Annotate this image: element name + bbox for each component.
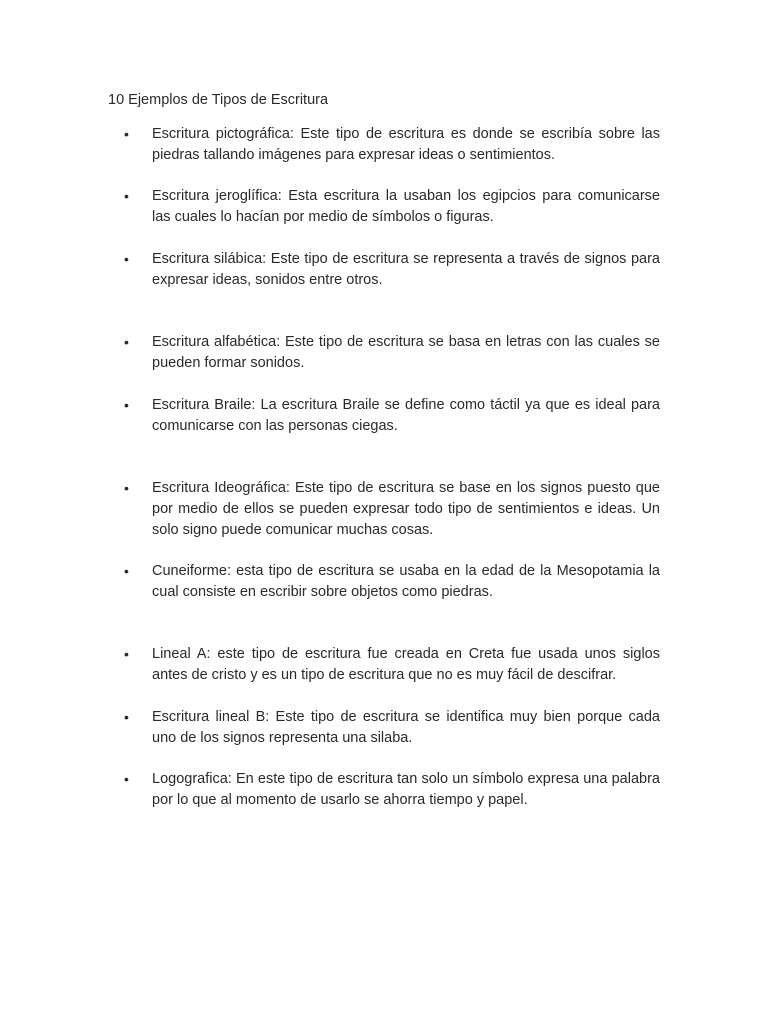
bullet-icon: •	[124, 397, 129, 413]
bullet-icon: •	[124, 126, 129, 142]
bullet-icon: •	[124, 646, 129, 662]
list-item-text: Escritura jeroglífica: Esta escritura la usaban los egipcios para comunicarse las cuales lo hacían por medio de símbolos o figuras.	[152, 188, 660, 225]
list-item-text: Logografica: En este tipo de escritura tan solo un símbolo expresa una palabra por lo que al momento de usarlo se ahorra tiempo y papel.	[152, 771, 660, 808]
list-item-text: Escritura Braile: La escritura Braile se define como táctil ya que es ideal para comunicarse con las personas ciegas.	[152, 397, 660, 434]
bullet-icon: •	[124, 563, 129, 579]
bullet-icon: •	[124, 709, 129, 725]
list-item-text: Escritura alfabética: Este tipo de escritura se basa en letras con las cuales se pueden formar sonidos.	[152, 334, 660, 371]
page-title: 10 Ejemplos de Tipos de Escritura	[108, 92, 329, 108]
bullet-icon: •	[124, 334, 129, 350]
list-item-text: Escritura Ideográfica: Este tipo de escritura se base en los signos puesto que por medio de ellos se pueden expresar todo tipo de sentimientos e ideas. Un solo signo puede comunicar muchas cosas.	[152, 480, 660, 538]
bullet-icon: •	[124, 251, 129, 267]
list-item-text: Escritura silábica: Este tipo de escritura se representa a través de signos para expresar ideas, sonidos entre otros.	[152, 251, 660, 288]
bullet-icon: •	[124, 188, 129, 204]
bullet-icon: •	[124, 480, 129, 496]
list-item-text: Escritura pictográfica: Este tipo de escritura es donde se escribía sobre las piedras tallando imágenes para expresar ideas o sentimientos.	[152, 126, 660, 163]
list-item-text: Escritura lineal B: Este tipo de escritura se identifica muy bien porque cada uno de los signos representa una silaba.	[152, 709, 660, 746]
list-item-text: Cuneiforme: esta tipo de escritura se usaba en la edad de la Mesopotamia la cual consiste en escribir sobre objetos como piedras.	[152, 563, 660, 600]
list-item-text: Lineal A: este tipo de escritura fue creada en Creta fue usada unos siglos antes de cristo y es un tipo de escritura que no es muy fácil de descifrar.	[152, 646, 660, 683]
bullet-icon: •	[124, 771, 129, 787]
